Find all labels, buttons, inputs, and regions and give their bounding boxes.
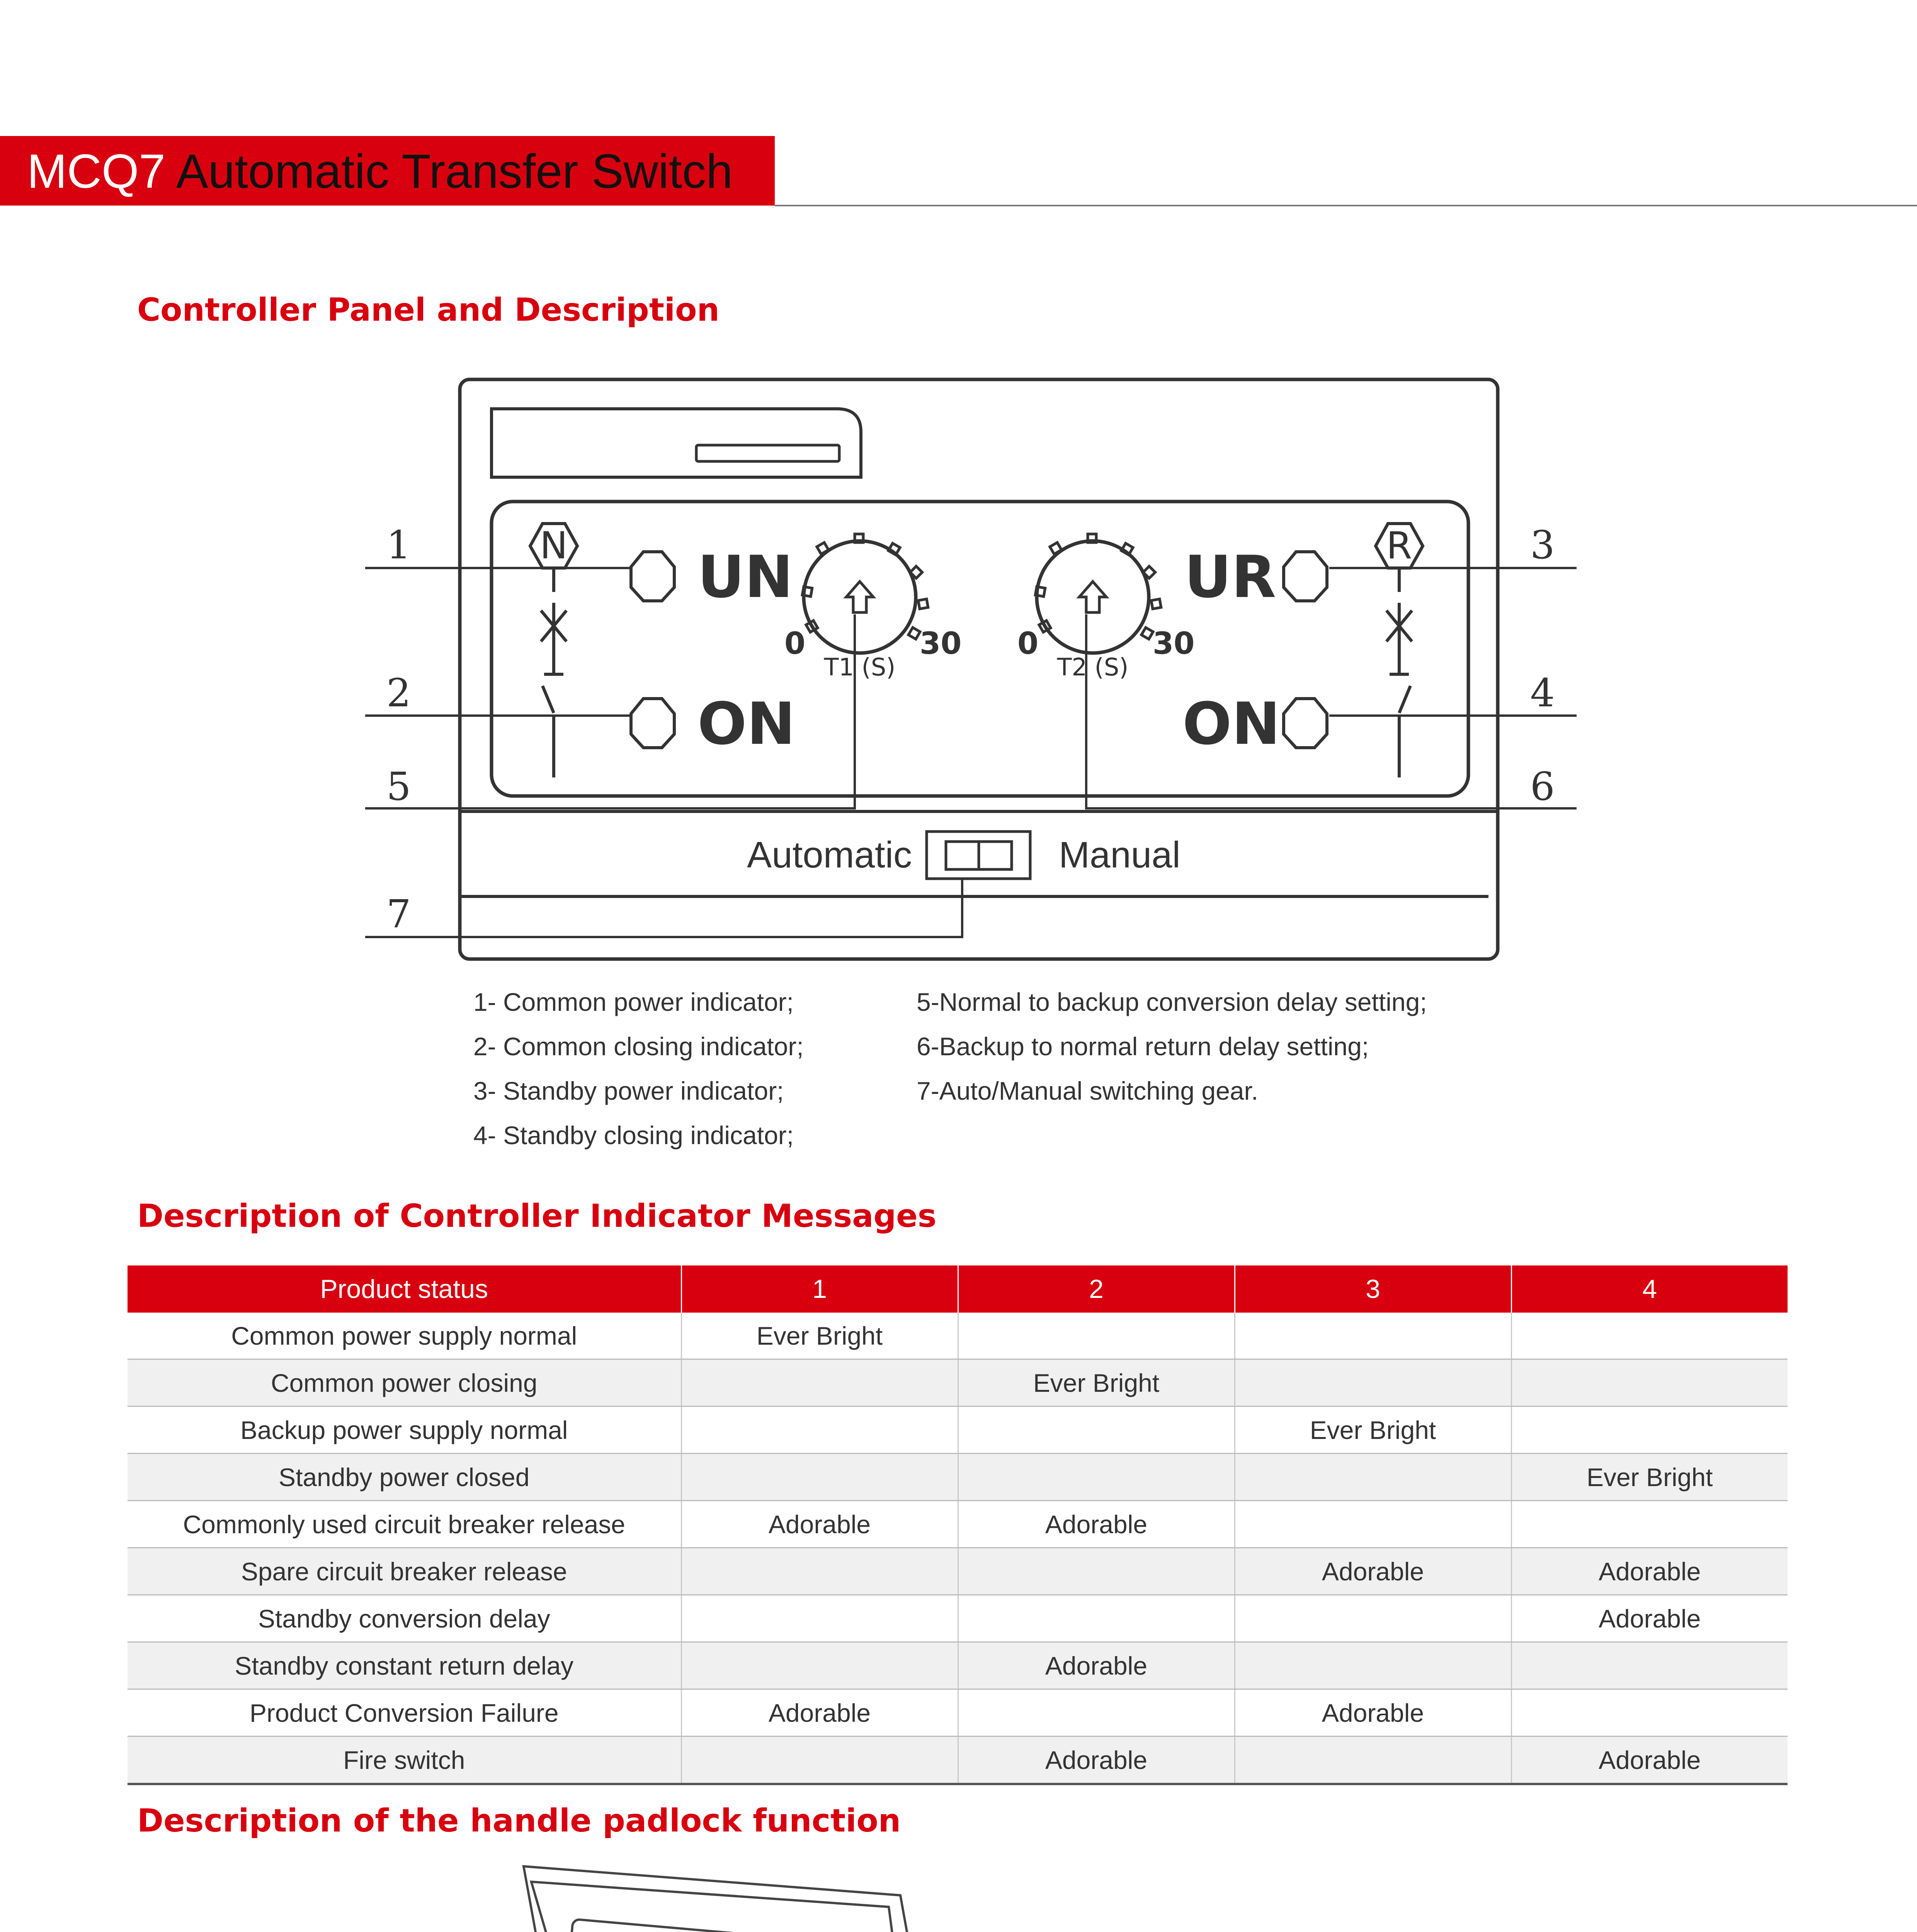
column-header: 3 <box>1235 1265 1511 1313</box>
table-cell: Adorable <box>681 1689 958 1736</box>
table-cell: Standby power closed <box>128 1454 681 1501</box>
section-heading-padlock: Description of the handle padlock function <box>137 1803 901 1839</box>
table-cell <box>1235 1359 1511 1406</box>
callout-leaders <box>365 568 1577 937</box>
n-symbol-letter: N <box>540 524 568 567</box>
indicator-4-lamp <box>1284 699 1327 748</box>
table-cell <box>681 1642 958 1689</box>
table-cell: Common power supply normal <box>128 1313 681 1359</box>
label-un: UN <box>697 544 793 611</box>
page-title <box>27 143 733 201</box>
table-cell <box>958 1689 1235 1736</box>
table-cell: Ever Bright <box>681 1313 958 1359</box>
dial-t1 <box>802 534 928 653</box>
table-cell <box>1511 1501 1788 1548</box>
indicator-1-lamp <box>631 552 674 601</box>
table-cell: Commonly used circuit breaker release <box>128 1501 681 1548</box>
r-symbol-letter: R <box>1386 524 1412 567</box>
legend-item-1: 1- Common power indicator; <box>473 988 794 1016</box>
dial-t1-min: 0 <box>784 626 806 661</box>
table-cell: Adorable <box>1511 1548 1788 1595</box>
table-cell <box>681 1406 958 1454</box>
table-cell: Standby conversion delay <box>128 1595 681 1642</box>
column-header: 4 <box>1511 1265 1788 1313</box>
table-cell <box>1511 1406 1788 1454</box>
table-cell <box>1235 1313 1511 1359</box>
label-automatic: Automatic <box>747 834 912 876</box>
header-rule <box>775 205 1917 206</box>
label-on-left: ON <box>697 690 796 758</box>
dial-t2-name: T2 (S) <box>1057 653 1129 681</box>
table-row <box>128 1313 1788 1359</box>
table-cell <box>1511 1689 1788 1736</box>
legend-item-4: 4- Standby closing indicator; <box>473 1121 794 1150</box>
padlock-figure <box>524 1866 1005 1932</box>
model-name: MCQ7 <box>27 145 166 198</box>
n-symbol-icon <box>530 524 577 777</box>
dial-t1-name: T1 (S) <box>824 653 896 681</box>
table-cell <box>1235 1501 1511 1548</box>
table-cell <box>681 1736 958 1784</box>
callout-numbers <box>386 522 1555 937</box>
callout-5: 5 <box>386 764 411 809</box>
table-cell: Product Conversion Failure <box>128 1689 681 1736</box>
legend-item-2: 2- Common closing indicator; <box>473 1032 804 1061</box>
table-cell: Common power closing <box>128 1359 681 1406</box>
legend-item-3: 3- Standby power indicator; <box>473 1077 784 1105</box>
dial-t2 <box>1035 534 1161 653</box>
panel-top-slot <box>492 409 861 477</box>
table-cell: Adorable <box>681 1501 958 1548</box>
table-cell: Ever Bright <box>958 1359 1235 1406</box>
table-cell: Adorable <box>958 1642 1235 1689</box>
table-row <box>128 1359 1788 1406</box>
label-ur: UR <box>1184 544 1276 611</box>
table-row <box>128 1501 1788 1548</box>
table-cell <box>958 1548 1235 1595</box>
table-cell: Adorable <box>1511 1736 1788 1784</box>
table-cell: Adorable <box>958 1736 1235 1784</box>
table-cell <box>1511 1313 1788 1359</box>
table-cell: Ever Bright <box>1511 1454 1788 1501</box>
table-cell: Adorable <box>1235 1548 1511 1595</box>
table-row <box>128 1454 1788 1501</box>
dial-t1-max: 30 <box>920 626 962 661</box>
table-cell <box>1511 1642 1788 1689</box>
callout-3: 3 <box>1530 522 1555 568</box>
table-cell <box>958 1406 1235 1454</box>
table-cell <box>958 1454 1235 1501</box>
table-cell <box>681 1548 958 1595</box>
table-cell <box>1235 1595 1511 1642</box>
title-text: Automatic Transfer Switch <box>176 145 733 198</box>
table-cell: Adorable <box>1235 1689 1511 1736</box>
callout-6: 6 <box>1530 764 1555 809</box>
legend-item-5: 5-Normal to backup conversion delay setting; <box>917 988 1427 1016</box>
table-cell: Backup power supply normal <box>128 1406 681 1454</box>
callout-2: 2 <box>386 670 411 716</box>
table-header-row <box>128 1265 1788 1313</box>
legend-item-7: 7-Auto/Manual switching gear. <box>917 1077 1259 1105</box>
dial-t2-max: 30 <box>1153 626 1195 661</box>
callout-4: 4 <box>1530 670 1555 716</box>
table-row <box>128 1548 1788 1595</box>
panel-outline <box>460 379 1498 959</box>
table-cell <box>681 1595 958 1642</box>
table-cell <box>1235 1454 1511 1501</box>
legend-left <box>473 987 804 1165</box>
legend-right <box>917 987 1427 1121</box>
table-row <box>128 1736 1788 1784</box>
legend-item-6: 6-Backup to normal return delay setting; <box>917 1032 1369 1061</box>
table-cell <box>1235 1736 1511 1784</box>
panel-slot-window <box>696 445 839 461</box>
column-header: Product status <box>128 1265 681 1313</box>
table-cell <box>958 1595 1235 1642</box>
label-on-right: ON <box>1182 690 1281 758</box>
table-row <box>128 1406 1788 1454</box>
auto-manual-switch <box>927 832 1030 879</box>
dial-t2-min: 0 <box>1017 626 1039 661</box>
indicator-3-lamp <box>1284 552 1327 601</box>
table-cell: Spare circuit breaker release <box>128 1548 681 1595</box>
label-manual: Manual <box>1059 834 1180 876</box>
table-cell <box>958 1313 1235 1359</box>
table-cell: Standby constant return delay <box>128 1642 681 1689</box>
table-row <box>128 1642 1788 1689</box>
column-header: 2 <box>958 1265 1235 1313</box>
table-cell <box>681 1454 958 1501</box>
column-header: 1 <box>681 1265 958 1313</box>
panel-inner <box>492 502 1468 796</box>
table-row <box>128 1595 1788 1642</box>
table-cell <box>681 1359 958 1406</box>
table-cell <box>1511 1359 1788 1406</box>
section-heading-controller: Controller Panel and Description <box>137 292 720 328</box>
callout-7: 7 <box>386 891 411 937</box>
section-heading-indicator: Description of Controller Indicator Messages <box>137 1198 937 1235</box>
table-cell: Fire switch <box>128 1736 681 1784</box>
indicator-table <box>128 1265 1788 1785</box>
table-row <box>128 1689 1788 1736</box>
table-cell: Ever Bright <box>1235 1406 1511 1454</box>
table-cell: Adorable <box>958 1501 1235 1548</box>
callout-1: 1 <box>386 522 411 568</box>
table-cell: Adorable <box>1511 1595 1788 1642</box>
indicator-2-lamp <box>631 699 674 748</box>
table-cell <box>1235 1642 1511 1689</box>
r-symbol-icon <box>1376 524 1423 777</box>
